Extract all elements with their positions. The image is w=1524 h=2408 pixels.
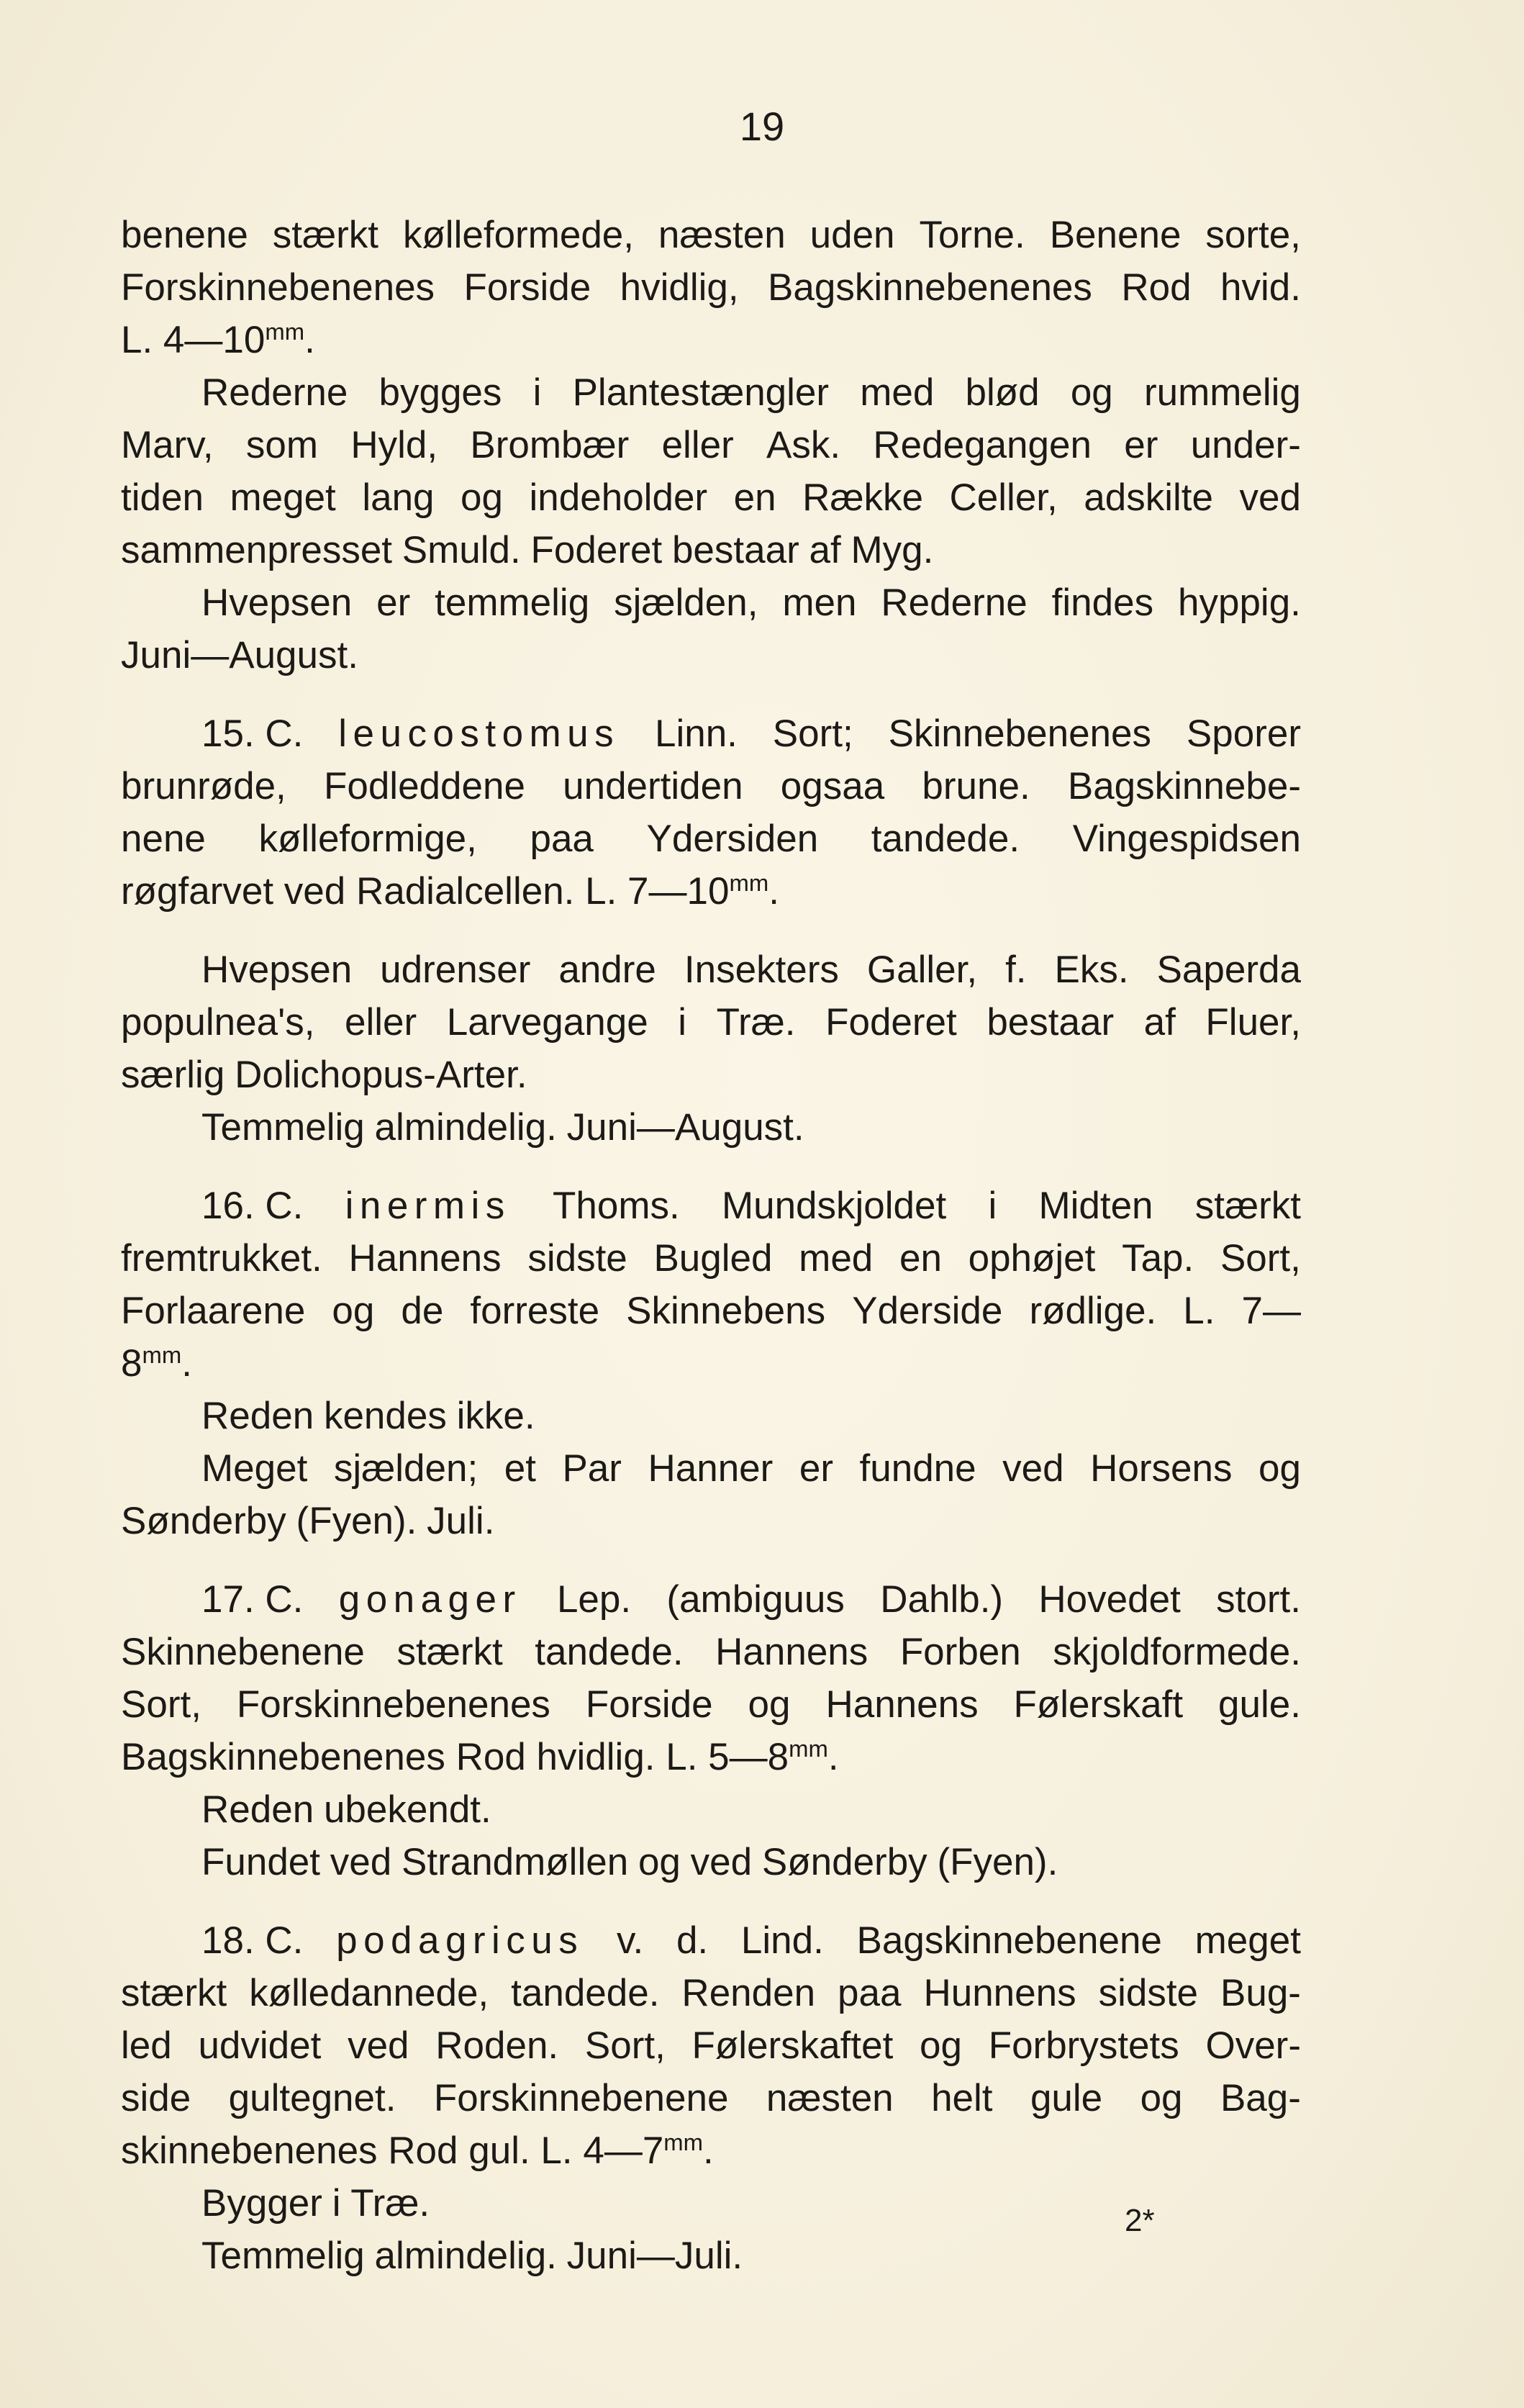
text-line [121, 1442, 1301, 1495]
word: blød [965, 371, 1040, 414]
text-line [121, 576, 1301, 629]
word: Bug- [1220, 1972, 1301, 2014]
word: og [748, 1683, 791, 1726]
word: stærkt [1194, 1185, 1301, 1227]
word: Mundskjoldet [721, 1185, 947, 1227]
text-line [121, 1390, 1301, 1442]
text-line [121, 1967, 1301, 2019]
unit-superscript: mm [142, 1341, 182, 1368]
word: Forskinnebenene [433, 2077, 729, 2119]
word: og [638, 1841, 681, 1883]
word: Saperda [1156, 949, 1301, 991]
word: skjoldformede. [1053, 1631, 1301, 1673]
word: adskilte [1084, 476, 1213, 519]
word: ved [348, 2024, 409, 2067]
word: og [461, 476, 503, 519]
word: d. [676, 1919, 709, 1962]
word: tandede. [511, 1972, 660, 2014]
text-line [121, 261, 1301, 314]
word: Over- [1205, 2024, 1301, 2067]
word: Fluer, [1205, 1001, 1301, 1044]
text-line [121, 2177, 1301, 2230]
entry-number: 15. C. [201, 712, 304, 755]
word: Horsens [1090, 1447, 1233, 1490]
unit-superscript: mm [729, 869, 769, 896]
unit-superscript: mm [789, 1734, 828, 1762]
entry-number: 17. C. [201, 1578, 304, 1621]
word: Plantestængler [572, 371, 830, 414]
word: Sort, [1220, 1237, 1301, 1280]
word: ved [1239, 476, 1301, 519]
entry-number: 18. C. [201, 1919, 304, 1962]
word: i [988, 1185, 997, 1227]
word: indeholder [529, 476, 708, 519]
word: Thoms. [553, 1185, 680, 1227]
text-line [121, 471, 1301, 524]
word: Bygger [201, 2182, 322, 2224]
word: stærkt [396, 1631, 503, 1673]
word: Juni—Juli. [566, 2235, 743, 2277]
word: Larvegange [446, 1001, 648, 1044]
word: kølleformige, [258, 818, 477, 860]
word: Bagskinnebenene [856, 1919, 1162, 1962]
word: er [799, 1447, 833, 1490]
word: tandede. [535, 1631, 684, 1673]
word: Temmelig [201, 2235, 365, 2277]
text-line [121, 1678, 1301, 1731]
word: Hovedet [1038, 1578, 1181, 1621]
word: Bagskinnebe- [1067, 765, 1301, 807]
word: brunrøde, [121, 765, 286, 807]
word: Fundet [201, 1841, 321, 1883]
word: Følerskaft [1013, 1683, 1184, 1726]
word: Foderet [530, 529, 663, 571]
word: Forben [899, 1631, 1021, 1673]
word: Torne. [919, 214, 1025, 256]
word: rummelig [1143, 371, 1301, 414]
word: ved [1002, 1447, 1064, 1490]
word: Smuld. [402, 529, 521, 571]
word: og [1140, 2077, 1183, 2119]
text-line [121, 813, 1301, 865]
word: Skinnebenenes [888, 712, 1152, 755]
word: populnea's, [121, 1001, 315, 1044]
word: (ambiguus [666, 1578, 845, 1621]
word: L. [1183, 1290, 1215, 1332]
word: hvid. [1220, 266, 1301, 309]
word: almindelig. [374, 1106, 557, 1149]
word: (Fyen). [296, 1500, 417, 1542]
species-entry-15 [121, 707, 1301, 760]
word: meget [1194, 1919, 1301, 1962]
word: brune. [922, 765, 1030, 807]
word: temmelig [435, 581, 590, 624]
word: en [899, 1237, 942, 1280]
word: Myg. [851, 529, 934, 571]
word: med [799, 1237, 874, 1280]
word: Reden [201, 1788, 314, 1831]
text-line [121, 943, 1301, 996]
word: under- [1190, 424, 1301, 466]
text-line [121, 366, 1301, 419]
text-line [121, 1495, 1301, 1547]
word: Meget [201, 1447, 308, 1490]
word: udvidet [198, 2024, 322, 2067]
word: findes [1051, 581, 1154, 624]
word: Lind. [740, 1919, 824, 1962]
text-line [121, 1049, 1301, 1101]
word: Renden [681, 1972, 816, 2014]
word: af [809, 529, 841, 571]
word: Ask. [766, 424, 841, 466]
word: bestaar [986, 1001, 1115, 1044]
word: Bugled [653, 1237, 773, 1280]
word: Vingespidsen [1072, 818, 1301, 860]
word: Dahlb.) [880, 1578, 1004, 1621]
word: Juni—August. [566, 1106, 804, 1149]
word: stærkt [272, 214, 379, 256]
text-line [121, 629, 1301, 682]
word: og [920, 2024, 962, 2067]
word: næsten [658, 214, 786, 256]
word: Hunnens [923, 1972, 1076, 2014]
measurement: Bagskinnebenenes Rod hvidlig. L. $5—8^{mm}$. [121, 1734, 839, 1778]
word: og [1070, 371, 1113, 414]
word: v. [616, 1919, 644, 1962]
text-line [121, 1836, 1301, 1888]
text-line [121, 209, 1301, 261]
text-line [121, 1731, 1301, 1783]
word: Yderside [852, 1290, 1003, 1332]
body-text [121, 209, 1301, 2282]
species-entry-17 [121, 1573, 1301, 1626]
word: Hyld, [350, 424, 438, 466]
word: de [401, 1290, 444, 1332]
word: Bagskinnebenenes [768, 266, 1092, 309]
word: Forbrystets [988, 2024, 1179, 2067]
word: ved [330, 1841, 392, 1883]
word: er [376, 581, 411, 624]
species-name: inermis [345, 1185, 511, 1227]
text-line [121, 996, 1301, 1049]
word: Rederne [881, 581, 1028, 624]
word: meget [230, 476, 336, 519]
word: Ydersiden [646, 818, 819, 860]
word: Sønderby [761, 1841, 927, 1883]
text-line [121, 760, 1301, 813]
page-number: 19 [739, 104, 785, 149]
word: rødlige. [1029, 1290, 1157, 1332]
unit-superscript: mm [663, 2128, 704, 2155]
word: Træ. [716, 1001, 796, 1044]
word: Bag- [1220, 2077, 1301, 2119]
word: Par [562, 1447, 622, 1490]
word: særlig [121, 1054, 225, 1096]
word: Skinnebens [626, 1290, 826, 1332]
word: i [332, 2182, 341, 2224]
word: gule [1030, 2077, 1103, 2119]
word: i [678, 1001, 687, 1044]
text-line [121, 524, 1301, 576]
word: helt [931, 2077, 993, 2119]
word: Benene [1049, 214, 1181, 256]
species-name: podagricus [336, 1919, 584, 1962]
word: Forskinnebenenes [121, 266, 435, 309]
word: hyppig. [1178, 581, 1301, 624]
word: Juni—August. [121, 634, 358, 676]
word: ophøjet [968, 1237, 1096, 1280]
word: Fodleddene [323, 765, 525, 807]
text-line [121, 1626, 1301, 1678]
text-line [121, 2230, 1301, 2282]
word: Sønderby [121, 1500, 286, 1542]
word: sjælden, [614, 581, 758, 624]
text-line [121, 2072, 1301, 2124]
word: hvidlig, [620, 266, 739, 309]
word: nene [121, 818, 206, 860]
word: paa [838, 1972, 902, 2014]
word: Galler, [866, 949, 978, 991]
word: Sporer [1186, 712, 1301, 755]
text-line [121, 1285, 1301, 1337]
word: og [332, 1290, 375, 1332]
word: led [121, 2024, 172, 2067]
text-line [121, 1337, 1301, 1390]
text-line [121, 865, 1301, 918]
word: Dolichopus-Arter. [235, 1054, 527, 1096]
species-name: gonager [338, 1578, 522, 1621]
word: fundne [859, 1447, 976, 1490]
text-line [121, 2124, 1301, 2177]
entry-number: 16. C. [201, 1185, 304, 1227]
word: Hannens [348, 1237, 502, 1280]
word: tandede. [871, 818, 1020, 860]
species-name: leucostomus [338, 712, 620, 755]
word: 7— [1241, 1290, 1301, 1332]
word: Hanner [648, 1447, 774, 1490]
word: med [860, 371, 935, 414]
word: udrenser [380, 949, 531, 991]
text-line [121, 1783, 1301, 1836]
word: benene [121, 214, 248, 256]
word: sidste [1098, 1972, 1199, 2014]
word: er [1124, 424, 1158, 466]
text-line [121, 1232, 1301, 1285]
word: Skinnebenene [121, 1631, 365, 1673]
text-line [121, 2019, 1301, 2072]
word: Brombær [470, 424, 630, 466]
word: eller [661, 424, 734, 466]
word: Sort, [121, 1683, 201, 1726]
measurement: $8^{mm}$. [121, 1341, 192, 1385]
word: Rederne [201, 371, 348, 414]
word: Forside [463, 266, 591, 309]
word: Insekters [684, 949, 839, 991]
species-entry-16 [121, 1180, 1301, 1232]
word: Sort; [772, 712, 853, 755]
text-line [121, 314, 1301, 366]
word: side [121, 2077, 191, 2119]
word: tiden [121, 476, 204, 519]
word: Hannens [825, 1683, 979, 1726]
word: næsten [766, 2077, 894, 2119]
word: Træ. [350, 2182, 430, 2224]
measurement: røgfarvet ved Radialcellen. L. $7—10^{mm}$. [121, 869, 779, 913]
word: bestaar [671, 529, 799, 571]
word: Tap. [1122, 1237, 1194, 1280]
word: stærkt [121, 1972, 227, 2014]
word: Roden. [435, 2024, 559, 2067]
word: stort. [1216, 1578, 1301, 1621]
word: Hannens [715, 1631, 868, 1673]
word: Celler, [949, 476, 1058, 519]
word: Forlaarene [121, 1290, 306, 1332]
word: i [532, 371, 542, 414]
word: Temmelig [201, 1106, 365, 1149]
word: sorte, [1205, 214, 1301, 256]
word: Sort, [584, 2024, 666, 2067]
word: ikke. [456, 1395, 535, 1437]
word: Forskinnebenenes [236, 1683, 550, 1726]
word: ogsaa [780, 765, 885, 807]
word: som [245, 424, 319, 466]
measurement: L. $4—10^{mm}$. [121, 317, 315, 361]
word: Række [802, 476, 923, 519]
word: Midten [1038, 1185, 1153, 1227]
word: og [1258, 1447, 1301, 1490]
word: kølledannede, [249, 1972, 489, 2014]
word: undertiden [563, 765, 743, 807]
word: Redegangen [873, 424, 1092, 466]
word: Lep. [556, 1578, 632, 1621]
word: et [504, 1447, 536, 1490]
signature-mark: 2* [1125, 2203, 1155, 2238]
word: Strandmøllen [402, 1841, 629, 1883]
word: men [782, 581, 857, 624]
word: en [733, 476, 776, 519]
word: Følerskaftet [691, 2024, 894, 2067]
word: forreste [470, 1290, 600, 1332]
word: Marv, [121, 424, 214, 466]
word: f. [1005, 949, 1027, 991]
word: bygges [378, 371, 502, 414]
word: af [1143, 1001, 1176, 1044]
word: Eks. [1054, 949, 1129, 991]
word: almindelig. [374, 2235, 557, 2277]
word: Juli. [427, 1500, 495, 1542]
measurement: skinnebenenes Rod gul. L. $4—7^{mm}$. [121, 2128, 714, 2172]
word: sidste [527, 1237, 627, 1280]
word: (Fyen). [937, 1841, 1058, 1883]
species-entry-18 [121, 1914, 1301, 1967]
word: sammenpresset [121, 529, 393, 571]
word: Hvepsen [201, 949, 353, 991]
word: Foderet [825, 1001, 957, 1044]
word: andre [558, 949, 656, 991]
word: Hvepsen [201, 581, 353, 624]
word: Forside [585, 1683, 713, 1726]
word: lang [362, 476, 435, 519]
word: kølleformede, [402, 214, 634, 256]
word: Linn. [654, 712, 738, 755]
word: Rod [1121, 266, 1192, 309]
text-line [121, 419, 1301, 471]
word: uden [809, 214, 895, 256]
word: kendes [323, 1395, 447, 1437]
word: paa [530, 818, 594, 860]
unit-superscript: mm [265, 317, 305, 345]
word: Reden [201, 1395, 314, 1437]
word: ved [690, 1841, 753, 1883]
word: fremtrukket. [121, 1237, 322, 1280]
word: sjælden; [333, 1447, 478, 1490]
word: eller [345, 1001, 417, 1044]
word: gultegnet. [228, 2077, 396, 2119]
word: ubekendt. [323, 1788, 491, 1831]
text-line [121, 1101, 1301, 1154]
word: gule. [1218, 1683, 1301, 1726]
